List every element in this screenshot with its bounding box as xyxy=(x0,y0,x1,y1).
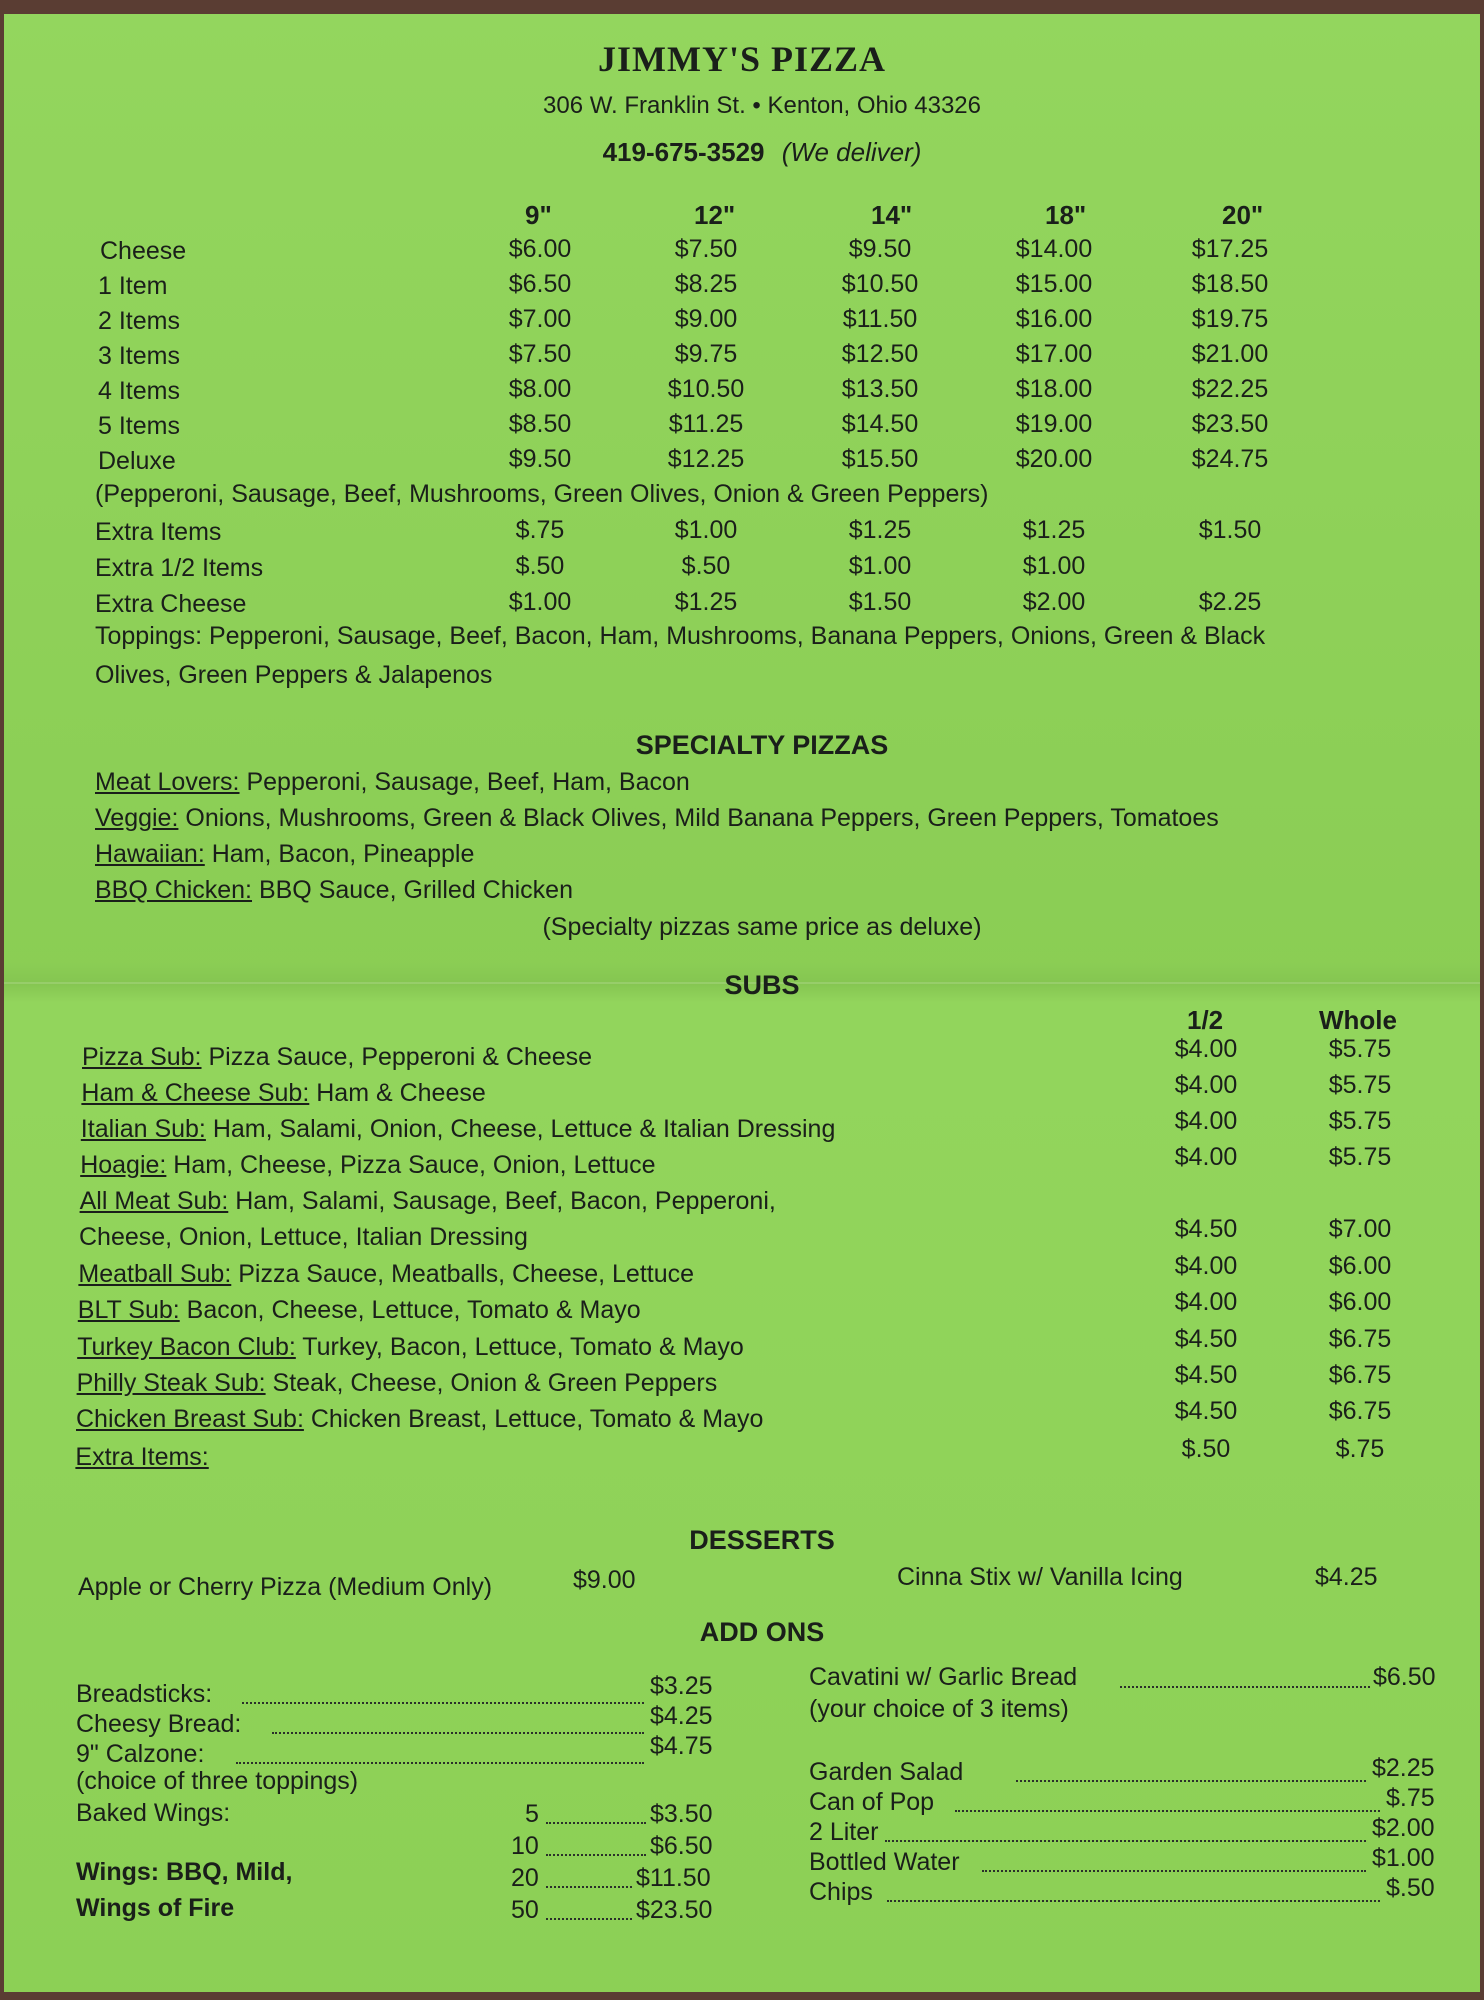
extra-price: $2.00 xyxy=(1022,588,1086,616)
extra-row-label: Extra Items xyxy=(95,518,222,546)
specialty-name: Hawaiian: xyxy=(95,840,205,868)
extra-price: $1.50 xyxy=(848,588,912,616)
extra-price: $1.00 xyxy=(674,516,738,544)
sub-whole-price: $6.00 xyxy=(1328,1288,1392,1316)
deluxe-note: (Pepperoni, Sausage, Beef, Mushrooms, Green Olives, Onion & Green Peppers) xyxy=(95,480,989,508)
subs-heading: SUBS xyxy=(724,970,800,1000)
table-row xyxy=(81,1079,485,1108)
size-header-9: 9" xyxy=(525,200,552,230)
cavatini-label: Cavatini w/ Garlic Bread xyxy=(809,1663,1078,1691)
dot-leader xyxy=(955,1794,1380,1812)
table-row xyxy=(75,1443,208,1472)
specialty-item xyxy=(95,840,474,869)
sub-name: BLT Sub: xyxy=(77,1296,180,1324)
sub-whole-price: $6.75 xyxy=(1328,1361,1392,1389)
pizza-price: $15.00 xyxy=(1015,270,1093,298)
specialty-desc: Ham, Bacon, Pineapple xyxy=(204,840,475,868)
addon-price: $1.00 xyxy=(1372,1844,1435,1872)
sub-desc: Ham & Cheese xyxy=(309,1079,486,1107)
extra-price: $1.00 xyxy=(1022,552,1086,580)
extra-price: $1.25 xyxy=(674,588,738,616)
pizza-price: $7.50 xyxy=(674,235,738,263)
table-row xyxy=(77,1333,744,1362)
specialty-item xyxy=(95,804,1219,833)
table-row xyxy=(76,1405,763,1434)
dot-leader xyxy=(546,1838,646,1856)
sub-whole-price: $5.75 xyxy=(1328,1035,1392,1063)
pizza-price: $24.75 xyxy=(1191,445,1269,473)
specialty-desc: Pepperoni, Sausage, Beef, Ham, Bacon xyxy=(239,768,690,796)
dot-leader xyxy=(1120,1670,1370,1688)
addon-label: Bottled Water xyxy=(809,1848,960,1876)
dot-leader xyxy=(546,1870,632,1888)
specialty-name: Meat Lovers: xyxy=(95,768,240,796)
sub-whole-price: $7.00 xyxy=(1328,1215,1392,1243)
sub-half-price: $4.00 xyxy=(1174,1071,1238,1099)
cavatini-price: $6.50 xyxy=(1373,1663,1436,1691)
wings-label: Baked Wings: xyxy=(76,1799,231,1827)
pizza-price: $21.00 xyxy=(1191,340,1269,368)
sub-whole-price: $6.00 xyxy=(1328,1252,1392,1280)
sub-name: All Meat Sub: xyxy=(79,1187,229,1215)
pizza-price: $10.50 xyxy=(667,375,745,403)
pizza-price: $15.50 xyxy=(841,445,919,473)
pizza-price: $13.50 xyxy=(841,375,919,403)
address: 306 W. Franklin St. • Kenton, Ohio 43326 xyxy=(543,92,981,119)
specialty-desc: BBQ Sauce, Grilled Chicken xyxy=(252,876,573,904)
pizza-price: $17.00 xyxy=(1015,340,1093,368)
size-header-12: 12" xyxy=(694,200,736,230)
addon-price: $4.25 xyxy=(650,1702,713,1730)
addon-price: $.50 xyxy=(1386,1874,1435,1902)
sub-whole-price: $6.75 xyxy=(1328,1397,1392,1425)
dessert-item-2: Cinna Stix w/ Vanilla Icing xyxy=(897,1563,1183,1591)
sub-whole-price: $5.75 xyxy=(1328,1143,1392,1171)
table-row xyxy=(78,1260,694,1289)
wings-qty: 50 xyxy=(511,1896,539,1924)
sub-whole-price: $.75 xyxy=(1335,1435,1385,1463)
sub-whole-price: $5.75 xyxy=(1328,1071,1392,1099)
pizza-price: $22.25 xyxy=(1191,375,1269,403)
sub-desc: Ham, Salami, Onion, Cheese, Lettuce & Italian Dressing xyxy=(205,1115,836,1143)
pizza-row-label: 2 Items xyxy=(98,307,180,335)
sub-name: Hoagie: xyxy=(80,1151,167,1179)
calzone-note: (choice of three toppings) xyxy=(76,1767,359,1795)
dot-leader xyxy=(1016,1764,1366,1782)
extra-price: $1.50 xyxy=(1198,516,1262,544)
extra-price: $1.00 xyxy=(508,588,572,616)
table-row xyxy=(81,1115,836,1144)
table-row xyxy=(80,1187,776,1216)
specialty-name: Veggie: xyxy=(95,804,179,832)
sub-desc: Pizza Sauce, Meatballs, Cheese, Lettuce xyxy=(231,1260,695,1288)
wings-qty: 10 xyxy=(511,1832,539,1860)
extra-price: $.50 xyxy=(681,552,731,580)
dessert-price-1: $9.00 xyxy=(573,1566,636,1594)
pizza-price: $10.50 xyxy=(841,270,919,298)
table-row xyxy=(82,1043,592,1072)
wings-price: $6.50 xyxy=(650,1832,713,1860)
dot-leader xyxy=(242,1686,644,1704)
addon-label: 2 Liter xyxy=(809,1818,879,1846)
pizza-price: $14.00 xyxy=(1015,235,1093,263)
sub-desc: Turkey, Bacon, Lettuce, Tomato & Mayo xyxy=(295,1333,744,1361)
cavatini-note: (your choice of 3 items) xyxy=(809,1695,1069,1723)
extra-row-label: Extra Cheese xyxy=(95,590,247,618)
pizza-price: $19.00 xyxy=(1015,410,1093,438)
extra-price: $.75 xyxy=(515,516,565,544)
dessert-price-2: $4.25 xyxy=(1315,1563,1378,1591)
pizza-price: $19.75 xyxy=(1191,305,1269,333)
pizza-row-label: Cheese xyxy=(100,237,187,265)
extra-row-label: Extra 1/2 Items xyxy=(95,554,264,582)
pizza-price: $16.00 xyxy=(1015,305,1093,333)
sub-half-price: $4.50 xyxy=(1174,1397,1238,1425)
addon-label: Cheesy Bread: xyxy=(76,1710,242,1738)
table-row xyxy=(79,1223,528,1252)
sub-whole-price: $6.75 xyxy=(1328,1325,1392,1353)
pizza-price: $17.25 xyxy=(1191,235,1269,263)
specialty-item xyxy=(95,876,573,905)
pizza-price: $12.25 xyxy=(667,445,745,473)
wings-qty: 20 xyxy=(511,1864,539,1892)
addons-heading: ADD ONS xyxy=(699,1617,825,1647)
wings-flavors-1: Wings: BBQ, Mild, xyxy=(76,1858,293,1886)
wings-price: $3.50 xyxy=(650,1800,713,1828)
size-header-20: 20" xyxy=(1222,200,1264,230)
addon-label: Chips xyxy=(809,1878,873,1906)
dot-leader xyxy=(885,1824,1366,1842)
restaurant-name: JIMMY'S PIZZA xyxy=(597,39,886,79)
sub-name: Extra Items: xyxy=(75,1443,209,1471)
addon-price: $.75 xyxy=(1386,1784,1435,1812)
dot-leader xyxy=(982,1854,1366,1872)
pizza-price: $18.50 xyxy=(1191,270,1269,298)
toppings-line-1: Toppings: Pepperoni, Sausage, Beef, Bacon, Ham, Mushrooms, Banana Peppers, Onions, Green & Black xyxy=(95,622,1266,650)
pizza-price: $9.00 xyxy=(674,305,738,333)
addon-price: $2.00 xyxy=(1372,1814,1435,1842)
table-row xyxy=(77,1369,718,1398)
pizza-price: $11.25 xyxy=(668,410,744,438)
dot-leader xyxy=(272,1716,644,1734)
pizza-price: $8.50 xyxy=(508,410,572,438)
sub-desc: Steak, Cheese, Onion & Green Peppers xyxy=(265,1369,718,1397)
sub-name: Chicken Breast Sub: xyxy=(76,1405,304,1433)
addon-label: Can of Pop xyxy=(809,1788,935,1816)
subs-col-half: 1/2 xyxy=(1187,1005,1224,1035)
pizza-price: $9.50 xyxy=(848,235,912,263)
pizza-row-label: 3 Items xyxy=(98,342,180,370)
pizza-price: $6.50 xyxy=(508,270,572,298)
specialty-heading: SPECIALTY PIZZAS xyxy=(635,730,889,760)
wings-flavors-2: Wings of Fire xyxy=(76,1894,235,1922)
pizza-row-label: 5 Items xyxy=(98,412,180,440)
addon-label: 9" Calzone: xyxy=(76,1740,205,1768)
sub-name: Ham & Cheese Sub: xyxy=(81,1079,310,1107)
sub-half-price: $4.50 xyxy=(1174,1215,1238,1243)
extra-price: $.50 xyxy=(515,552,565,580)
pizza-price: $18.00 xyxy=(1015,375,1093,403)
specialty-note: (Specialty pizzas same price as deluxe) xyxy=(542,913,982,941)
sub-desc: Bacon, Cheese, Lettuce, Tomato & Mayo xyxy=(179,1296,641,1324)
dot-leader xyxy=(236,1746,644,1764)
pizza-price: $12.50 xyxy=(841,340,919,368)
toppings-line-2: Olives, Green Peppers & Jalapenos xyxy=(95,661,493,689)
sub-half-price: $4.50 xyxy=(1174,1361,1238,1389)
sub-desc: Pizza Sauce, Pepperoni & Cheese xyxy=(201,1043,593,1071)
pizza-price: $6.00 xyxy=(508,235,572,263)
pizza-price: $14.50 xyxy=(841,410,919,438)
sub-half-price: $.50 xyxy=(1181,1435,1231,1463)
sub-name: Philly Steak Sub: xyxy=(76,1369,266,1397)
pizza-price: $9.75 xyxy=(674,340,738,368)
addon-label: Garden Salad xyxy=(809,1758,964,1786)
dot-leader xyxy=(546,1902,632,1920)
pizza-row-label: 1 Item xyxy=(98,272,168,300)
addon-price: $2.25 xyxy=(1372,1754,1435,1782)
contact-line xyxy=(0,137,1484,168)
table-row xyxy=(80,1151,655,1180)
dot-leader xyxy=(887,1884,1380,1902)
wings-price: $23.50 xyxy=(636,1896,713,1924)
sub-half-price: $4.00 xyxy=(1174,1252,1238,1280)
specialty-name: BBQ Chicken: xyxy=(95,876,253,904)
extra-price: $2.25 xyxy=(1198,588,1262,616)
sub-desc: Ham, Salami, Sausage, Beef, Bacon, Pepperoni, xyxy=(228,1187,776,1215)
sub-desc: Cheese, Onion, Lettuce, Italian Dressing xyxy=(79,1223,528,1251)
extra-price: $1.00 xyxy=(848,552,912,580)
sub-whole-price: $5.75 xyxy=(1328,1107,1392,1135)
pizza-price: $11.50 xyxy=(842,305,918,333)
specialty-item xyxy=(95,768,690,797)
pizza-price: $8.25 xyxy=(674,270,738,298)
sub-name: Italian Sub: xyxy=(80,1115,206,1143)
pizza-row-label: 4 Items xyxy=(98,377,180,405)
addon-label: Breadsticks: xyxy=(76,1680,213,1708)
size-header-18: 18" xyxy=(1045,200,1087,230)
sub-desc: Chicken Breast, Lettuce, Tomato & Mayo xyxy=(303,1405,764,1433)
pizza-price: $7.00 xyxy=(508,305,572,333)
extra-price: $1.25 xyxy=(848,516,912,544)
sub-name: Turkey Bacon Club: xyxy=(77,1333,296,1361)
wings-qty: 5 xyxy=(525,1800,539,1828)
specialty-desc: Onions, Mushrooms, Green & Black Olives, Mild Banana Peppers, Green Peppers, Tomatoes xyxy=(178,804,1219,832)
sub-desc: Ham, Cheese, Pizza Sauce, Onion, Lettuce xyxy=(166,1151,656,1179)
dot-leader xyxy=(546,1806,646,1824)
pizza-price: $7.50 xyxy=(508,340,572,368)
addon-price: $3.25 xyxy=(650,1672,713,1700)
dessert-item-1: Apple or Cherry Pizza (Medium Only) xyxy=(78,1573,493,1601)
phone-number: 419-675-3529 xyxy=(602,137,765,167)
pizza-price: $23.50 xyxy=(1191,410,1269,438)
pizza-price: $20.00 xyxy=(1015,445,1093,473)
delivery-note: (We deliver) xyxy=(781,137,922,167)
sub-half-price: $4.00 xyxy=(1174,1288,1238,1316)
desserts-heading: DESSERTS xyxy=(689,1525,835,1555)
sub-name: Pizza Sub: xyxy=(82,1043,202,1071)
sub-half-price: $4.00 xyxy=(1174,1143,1238,1171)
pizza-row-label: Deluxe xyxy=(98,447,176,475)
size-header-14: 14" xyxy=(871,200,913,230)
addon-price: $4.75 xyxy=(650,1732,713,1760)
subs-col-whole: Whole xyxy=(1319,1005,1397,1035)
pizza-price: $9.50 xyxy=(508,445,572,473)
extra-price: $1.25 xyxy=(1022,516,1086,544)
sub-half-price: $4.00 xyxy=(1174,1035,1238,1063)
sub-half-price: $4.00 xyxy=(1174,1107,1238,1135)
wings-price: $11.50 xyxy=(636,1864,711,1892)
pizza-price: $8.00 xyxy=(508,375,572,403)
sub-name: Meatball Sub: xyxy=(78,1260,232,1288)
sub-half-price: $4.50 xyxy=(1174,1325,1238,1353)
table-row xyxy=(78,1296,641,1325)
